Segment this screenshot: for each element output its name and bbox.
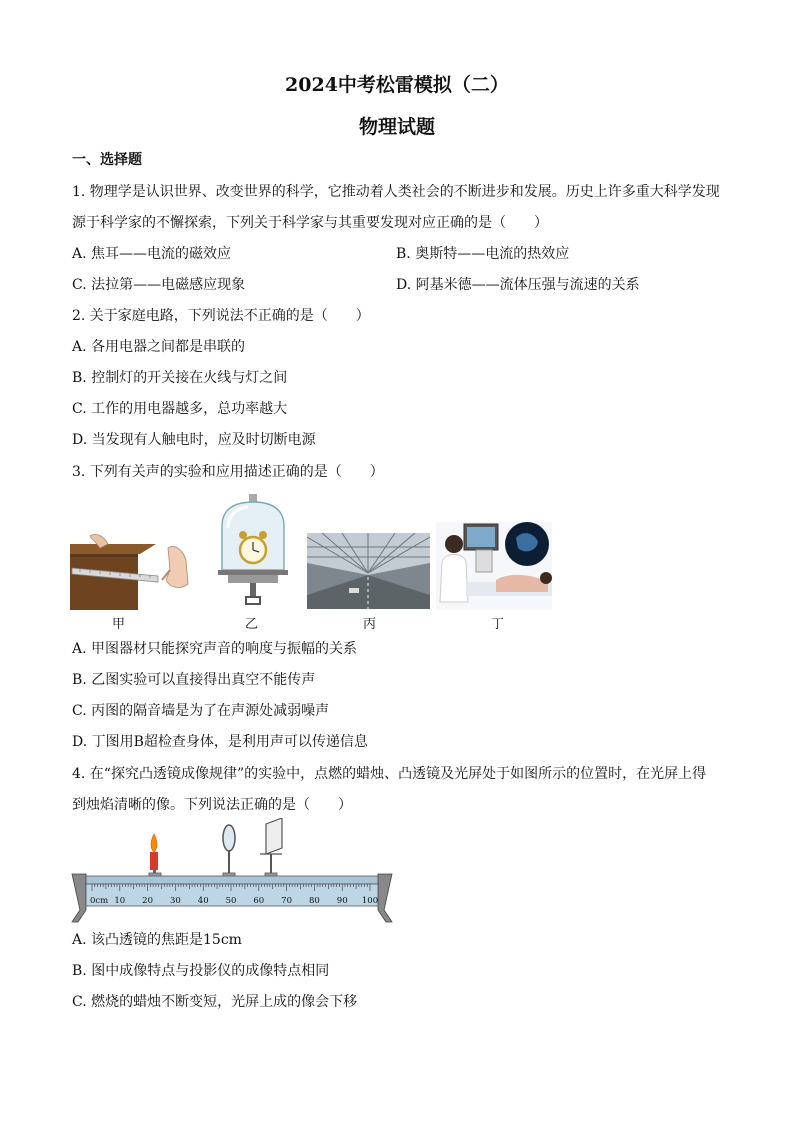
q4-stem-line2: 到烛焰清晰的像。下列说法正确的是（ ）	[72, 797, 352, 813]
ruler-label: 20	[142, 896, 154, 906]
convex-lens-icon	[223, 825, 235, 851]
q2-option-a: A. 各用电器之间都是串联的	[72, 339, 246, 355]
ruler-label: 0cm	[90, 896, 109, 906]
ruler-label: 60	[253, 896, 265, 906]
candle-icon	[150, 852, 158, 870]
exam-title: 2024中考松雷模拟（二）	[285, 74, 509, 96]
caption-jia: 甲	[112, 617, 126, 632]
q2-option-d: D. 当发现有人触电时，应及时切断电源	[72, 432, 316, 448]
q1-option-c: C. 法拉第——电磁感应现象	[72, 277, 246, 293]
q1-stem-line2: 源于科学家的不懈探索，下列关于科学家与其重要发现对应正确的是（ ）	[72, 215, 548, 231]
ruler-label: 80	[308, 896, 320, 906]
q4-option-c: C. 燃烧的蜡烛不断变短，光屏上成的像会下移	[72, 994, 358, 1010]
q3-option-d: D. 丁图用B超检查身体，是利用声可以传递信息	[72, 734, 368, 750]
figure-optical-bench	[70, 818, 400, 926]
q1-option-d: D. 阿基米德——流体压强与流速的关系	[396, 277, 640, 293]
q2-stem: 2. 关于家庭电路，下列说法不正确的是（ ）	[72, 308, 370, 324]
light-screen-icon	[266, 818, 282, 854]
caption-bing: 丙	[363, 617, 377, 632]
section-heading: 一、选择题	[72, 152, 142, 168]
q4-option-b: B. 图中成像特点与投影仪的成像特点相同	[72, 963, 330, 979]
ruler-label: 40	[197, 896, 209, 906]
q1-option-a: A. 焦耳——电流的磁效应	[72, 246, 232, 262]
caption-yi: 乙	[245, 617, 259, 632]
ruler-label: 70	[281, 896, 293, 906]
figure-bing-sound-barrier	[307, 533, 430, 609]
exam-subtitle: 物理试题	[358, 116, 435, 138]
caption-ding: 丁	[491, 617, 505, 632]
figure-ding-ultrasound	[436, 522, 552, 610]
q1-option-b: B. 奥斯特——电流的热效应	[396, 246, 570, 262]
candle-flame-icon	[151, 834, 157, 852]
ruler-label: 30	[169, 896, 181, 906]
q3-option-a: A. 甲图器材只能探究声音的响度与振幅的关系	[72, 641, 358, 657]
q1-stem-line1: 1. 物理学是认识世界、改变世界的科学，它推动着人类社会的不断进步和发展。历史上许多重大科学发现	[72, 184, 720, 200]
q2-option-b: B. 控制灯的开关接在火线与灯之间	[72, 370, 288, 386]
ruler-label: 50	[225, 896, 237, 906]
ruler-label: 90	[336, 896, 348, 906]
ruler-label: 100	[361, 896, 379, 906]
q4-option-a: A. 该凸透镜的焦距是15cm	[72, 932, 242, 948]
figure-yi-bell-jar	[212, 492, 294, 610]
q2-option-c: C. 工作的用电器越多，总功率越大	[72, 401, 288, 417]
ruler-label: 10	[114, 896, 126, 906]
q3-stem: 3. 下列有关声的实验和应用描述正确的是（ ）	[72, 464, 384, 480]
q3-option-b: B. 乙图实验可以直接得出真空不能传声	[72, 672, 316, 688]
figure-jia-ruler-on-table	[70, 530, 195, 610]
q4-stem-line1: 4. 在“探究凸透镜成像规律”的实验中，点燃的蜡烛、凸透镜及光屏处于如图所示的位置时，在光屏上得	[72, 766, 707, 782]
q3-option-c: C. 丙图的隔音墙是为了在声源处减弱噪声	[72, 703, 330, 719]
